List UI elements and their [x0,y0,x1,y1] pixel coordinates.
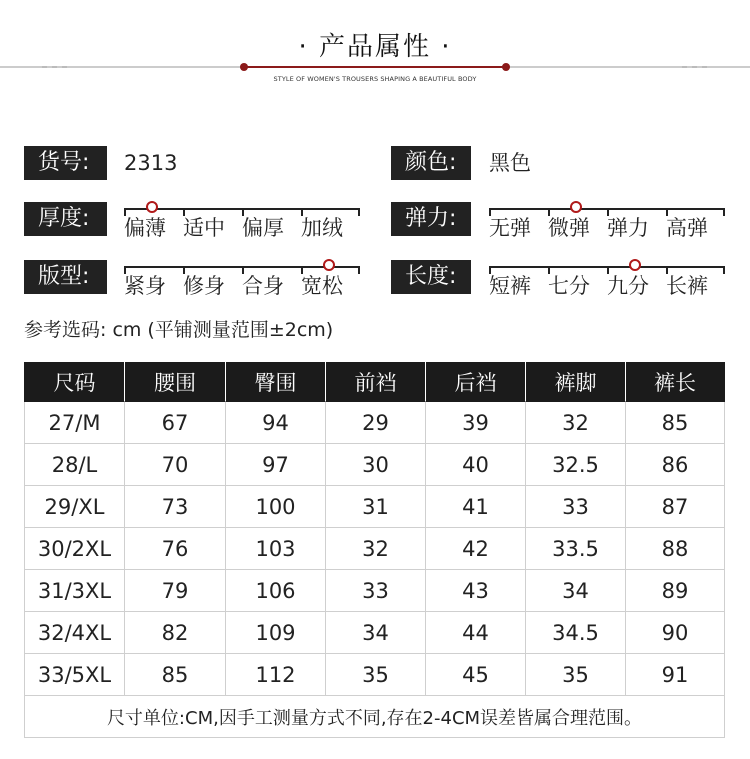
table-cell: 43 [425,570,525,612]
table-cell: 34 [525,570,625,612]
scale-option: 紧身 [124,274,166,298]
elasticity-scale [489,208,725,238]
scale-option: 微弹 [548,216,590,240]
header-dash [692,66,697,68]
scale-option: 弹力 [607,216,649,240]
header-rule-right [505,66,750,68]
scale-option: 加绒 [301,216,343,240]
reference-note: 参考选码: cm (平铺测量范围±2cm) [24,319,334,341]
table-cell: 94 [225,402,325,444]
table-header-cell: 臀围 [225,362,325,402]
table-row [24,528,725,570]
table-cell: 40 [425,444,525,486]
table-cell: 41 [425,486,525,528]
table-cell: 73 [124,486,225,528]
thickness-scale [124,208,360,238]
table-cell: 70 [124,444,225,486]
table-cell: 29/XL [24,486,124,528]
table-cell: 42 [425,528,525,570]
table-cell: 33 [525,486,625,528]
elasticity-label: 弹力: [391,202,471,236]
item-no-value: 2313 [124,151,178,175]
header-accent-rule [246,66,505,68]
table-row [24,654,725,696]
scale-tick [358,208,360,216]
table-cell: 85 [124,654,225,696]
table-cell: 33.5 [525,528,625,570]
table-row [24,444,725,486]
size-table [24,362,725,738]
scale-tick [723,266,725,274]
selected-marker [629,259,641,271]
scale-option: 适中 [183,216,225,240]
table-cell: 33 [325,570,425,612]
table-cell: 87 [625,486,725,528]
scale-option: 七分 [548,274,590,298]
fit-scale [124,266,360,296]
table-cell: 32/4XL [24,612,124,654]
selected-marker [570,201,582,213]
table-note: 尺寸单位:CM,因手工测量方式不同,存在2-4CM误差皆属合理范围。 [24,696,725,738]
table-cell: 89 [625,570,725,612]
table-row [24,570,725,612]
table-cell: 35 [325,654,425,696]
scale-option: 合身 [242,274,284,298]
table-cell: 32 [525,402,625,444]
table-header-cell: 前裆 [325,362,425,402]
table-cell: 31/3XL [24,570,124,612]
length-label: 长度: [391,260,471,294]
fit-label: 版型: [24,260,107,294]
table-cell: 109 [225,612,325,654]
table-cell: 34 [325,612,425,654]
table-row [24,612,725,654]
length-scale [489,266,725,296]
table-cell: 90 [625,612,725,654]
table-cell: 34.5 [525,612,625,654]
header-dash [682,66,687,68]
table-cell: 67 [124,402,225,444]
scale-tick [358,266,360,274]
table-cell: 30/2XL [24,528,124,570]
table-cell: 32 [325,528,425,570]
item-no-label: 货号: [24,146,107,180]
scale-option: 长裤 [666,274,708,298]
table-cell: 106 [225,570,325,612]
scale-option: 偏厚 [242,216,284,240]
selected-marker [323,259,335,271]
table-header-cell: 腰围 [124,362,225,402]
color-value: 黑色 [489,151,531,175]
header-dot-left [240,63,248,71]
table-cell: 97 [225,444,325,486]
table-cell: 103 [225,528,325,570]
page-subtitle: STYLE OF WOMEN'S TROUSERS SHAPING A BEAUTIFUL BODY [273,75,477,83]
table-cell: 76 [124,528,225,570]
scale-option: 短裤 [489,274,531,298]
table-cell: 45 [425,654,525,696]
table-cell: 31 [325,486,425,528]
color-label: 颜色: [391,146,471,180]
thickness-label: 厚度: [24,202,107,236]
table-cell: 79 [124,570,225,612]
table-header-cell: 裤长 [625,362,725,402]
scale-tick [723,208,725,216]
header-rule-left [0,66,246,68]
scale-option: 宽松 [301,274,343,298]
table-cell: 29 [325,402,425,444]
table-row [24,486,725,528]
table-cell: 44 [425,612,525,654]
header-dash [52,66,57,68]
table-cell: 112 [225,654,325,696]
scale-option: 九分 [607,274,649,298]
table-header-cell: 裤脚 [525,362,625,402]
scale-option: 无弹 [489,216,531,240]
page-title: · 产品属性 · [298,32,452,62]
table-cell: 88 [625,528,725,570]
table-cell: 82 [124,612,225,654]
header-dash [62,66,67,68]
table-cell: 86 [625,444,725,486]
table-row [24,402,725,444]
table-cell: 85 [625,402,725,444]
scale-option: 修身 [183,274,225,298]
table-header-row [24,362,725,402]
table-cell: 28/L [24,444,124,486]
table-header-cell: 尺码 [24,362,124,402]
table-cell: 32.5 [525,444,625,486]
table-cell: 27/M [24,402,124,444]
table-header-cell: 后裆 [425,362,525,402]
header-dot-right [502,63,510,71]
table-cell: 100 [225,486,325,528]
table-cell: 30 [325,444,425,486]
scale-option: 高弹 [666,216,708,240]
table-body [24,402,725,696]
header-dash [42,66,47,68]
scale-option: 偏薄 [124,216,166,240]
table-cell: 33/5XL [24,654,124,696]
header-dash [702,66,707,68]
table-cell: 91 [625,654,725,696]
table-cell: 39 [425,402,525,444]
table-cell: 35 [525,654,625,696]
selected-marker [146,201,158,213]
